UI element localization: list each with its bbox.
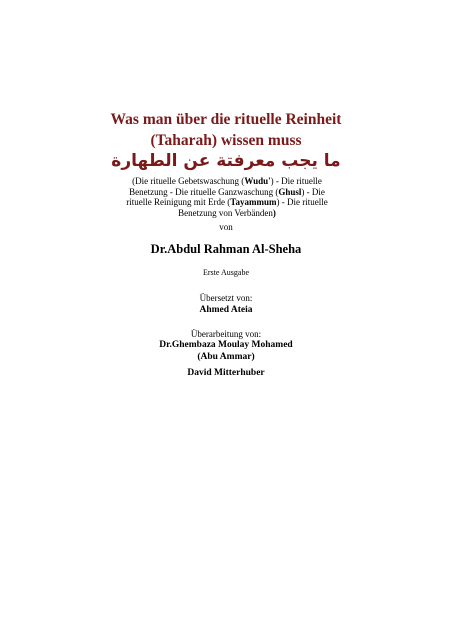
- arabic-title: ما يجب معرفتة عن الطهارة: [111, 151, 341, 171]
- description-part-2: ) - Die rituelle Benetzung - Die rituelle Ganzwaschung (: [129, 176, 322, 197]
- translated-by-label: Übersetzt von:: [199, 293, 253, 303]
- revision-label: Überarbeitung von:: [190, 329, 262, 339]
- description-part-4: ) - Die rituelle Benetzung von Verbänden: [178, 197, 328, 218]
- description-ghusl: Ghusl: [278, 186, 302, 197]
- description-part-1: (Die rituelle Gebetswaschung (: [132, 176, 245, 186]
- title-line-1: Was man über die rituelle Reinheit: [110, 111, 342, 128]
- description: [116, 176, 338, 218]
- description-part-3: ) - Die rituelle Reinigung mit Erde (: [126, 186, 325, 207]
- translator-name: Ahmed Ateia: [199, 305, 253, 315]
- von-label: von: [219, 222, 233, 232]
- description-tayammum: Tayammum: [230, 197, 277, 207]
- edition-label: Erste Ausgabe: [203, 268, 249, 277]
- description-wudu: Wudu': [244, 176, 271, 186]
- reviser-name-1: Dr.Ghembaza Moulay Mohamed: [159, 340, 293, 350]
- author-name: Dr.Abdul Rahman Al-Sheha: [150, 242, 302, 256]
- reviser-name-2: David Mitterhuber: [187, 368, 265, 378]
- reviser-alias: (Abu Ammar): [197, 352, 255, 362]
- title-line-2: (Taharah) wissen muss: [150, 132, 302, 149]
- description-part-5: ): [272, 207, 276, 218]
